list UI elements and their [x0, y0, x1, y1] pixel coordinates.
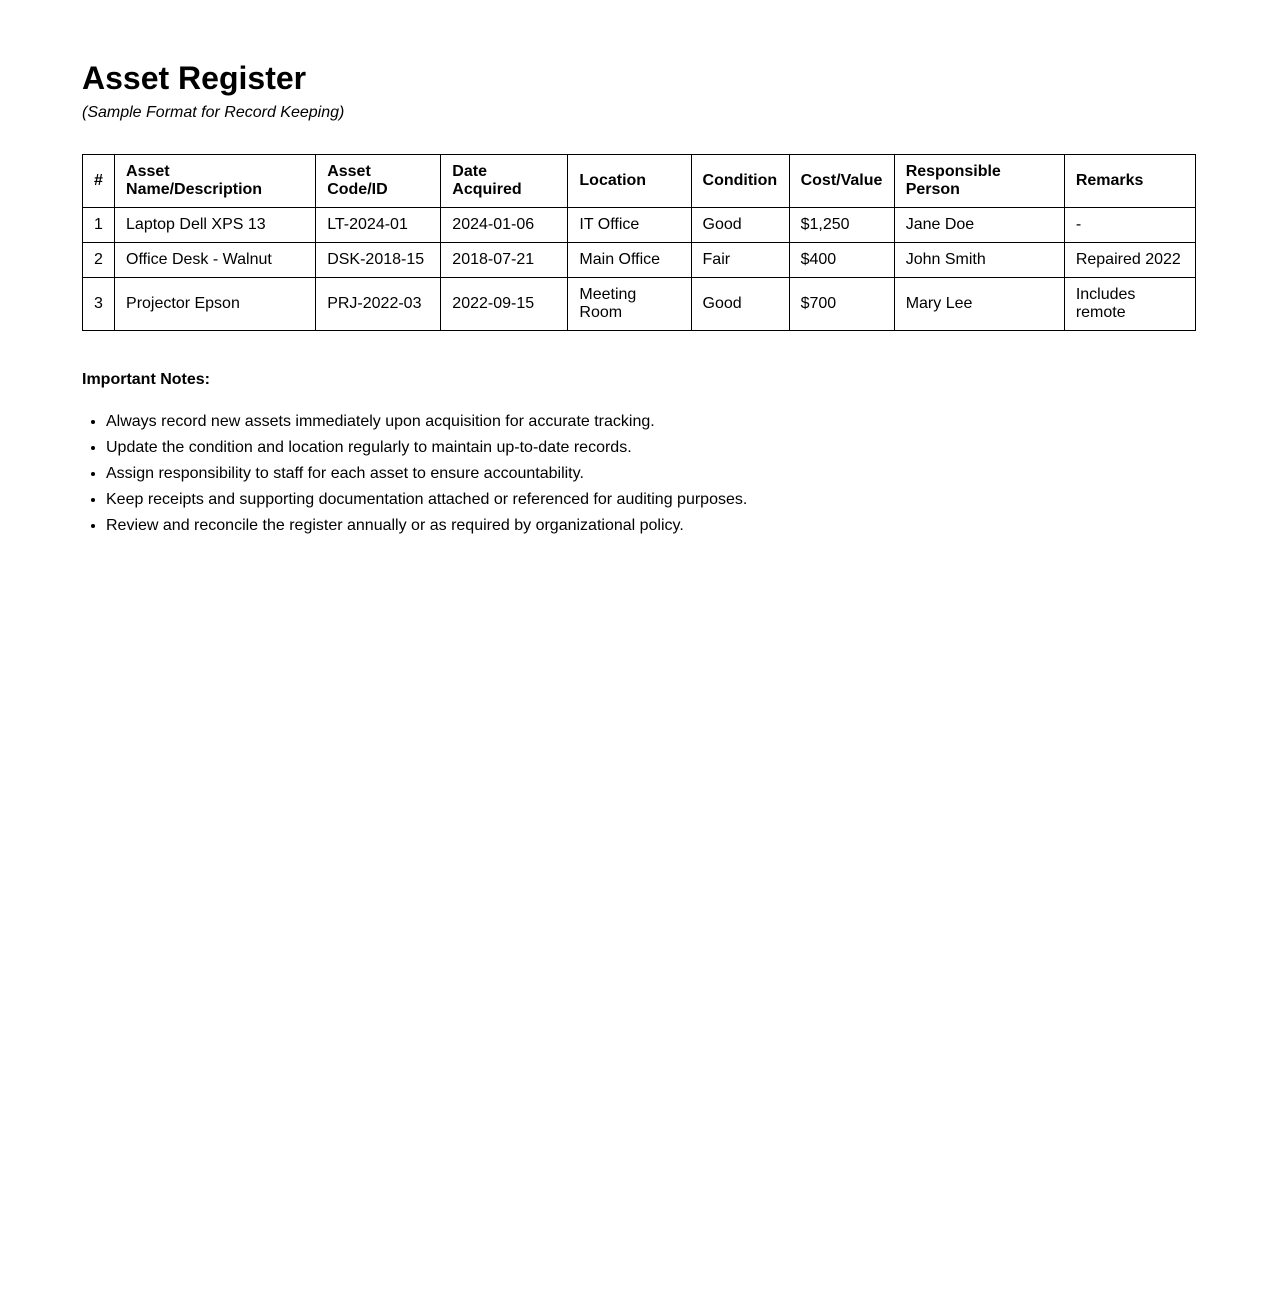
asset-register-table: [82, 154, 1196, 331]
cell-cost-value: $400: [789, 243, 894, 278]
cell-location: Main Office: [568, 243, 691, 278]
table-row: [83, 208, 1196, 243]
cell-condition: Fair: [691, 243, 789, 278]
list-item: • Keep receipts and supporting documentation attached or referenced for auditing purposes.: [106, 491, 1196, 509]
cell-condition: Good: [691, 278, 789, 331]
column-header-date-acquired: Date Acquired: [441, 155, 568, 208]
list-item: • Update the condition and location regularly to maintain up-to-date records.: [106, 439, 1196, 457]
column-header-asset-name: Asset Name/Description: [115, 155, 316, 208]
cell-location: IT Office: [568, 208, 691, 243]
table-row: [83, 243, 1196, 278]
page-title: Asset Register: [82, 60, 307, 96]
list-item: • Always record new assets immediately upon acquisition for accurate tracking.: [106, 413, 1196, 431]
column-header-number: #: [83, 155, 115, 208]
cell-asset-name: Office Desk - Walnut: [115, 243, 316, 278]
cell-cost-value: $700: [789, 278, 894, 331]
cell-responsible-person: Jane Doe: [894, 208, 1064, 243]
cell-responsible-person: Mary Lee: [894, 278, 1064, 331]
list-item: • Assign responsibility to staff for each asset to ensure accountability.: [106, 465, 1196, 483]
notes-heading: Important Notes:: [82, 371, 210, 388]
document-page: [82, 58, 1196, 543]
table-header-row: [83, 155, 1196, 208]
column-header-asset-code: Asset Code/ID: [316, 155, 441, 208]
table-row: [83, 278, 1196, 331]
column-header-cost-value: Cost/Value: [789, 155, 894, 208]
column-header-location: Location: [568, 155, 691, 208]
cell-condition: Good: [691, 208, 789, 243]
cell-asset-name: Laptop Dell XPS 13: [115, 208, 316, 243]
cell-number: 3: [83, 278, 115, 331]
cell-remarks: Repaired 2022: [1064, 243, 1195, 278]
cell-location: Meeting Room: [568, 278, 691, 331]
column-header-condition: Condition: [691, 155, 789, 208]
cell-asset-name: Projector Epson: [115, 278, 316, 331]
cell-remarks: -: [1064, 208, 1195, 243]
cell-asset-code: PRJ-2022-03: [316, 278, 441, 331]
column-header-responsible-person: Responsible Person: [894, 155, 1064, 208]
page-subtitle: (Sample Format for Record Keeping): [82, 104, 345, 121]
cell-date-acquired: 2018-07-21: [441, 243, 568, 278]
cell-asset-code: LT-2024-01: [316, 208, 441, 243]
cell-number: 2: [83, 243, 115, 278]
cell-date-acquired: 2022-09-15: [441, 278, 568, 331]
cell-remarks: Includes remote: [1064, 278, 1195, 331]
cell-date-acquired: 2024-01-06: [441, 208, 568, 243]
cell-cost-value: $1,250: [789, 208, 894, 243]
column-header-remarks: Remarks: [1064, 155, 1195, 208]
cell-asset-code: DSK-2018-15: [316, 243, 441, 278]
cell-number: 1: [83, 208, 115, 243]
cell-responsible-person: John Smith: [894, 243, 1064, 278]
list-item: • Review and reconcile the register annually or as required by organizational policy.: [106, 517, 1196, 535]
notes-list: [82, 413, 1196, 535]
